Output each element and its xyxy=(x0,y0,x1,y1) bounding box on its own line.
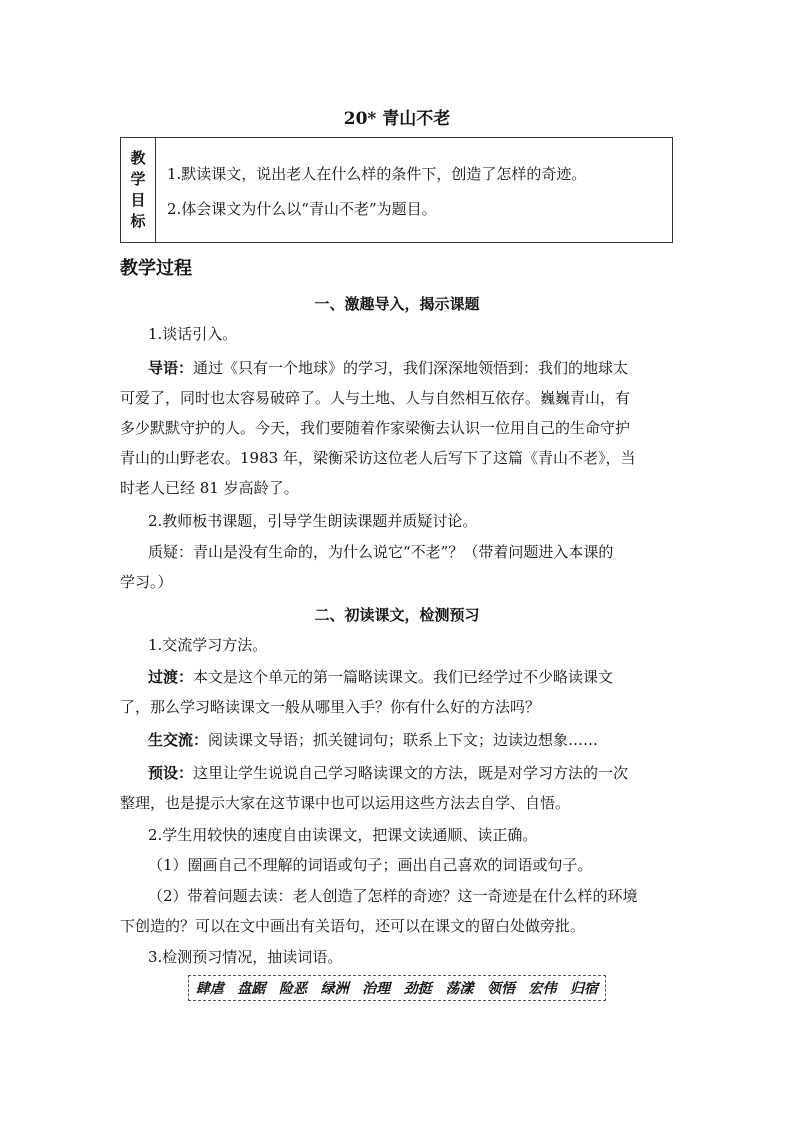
s1-step2: 2.教师板书课题，引导学生朗读课题并质疑讨论。 xyxy=(148,512,478,530)
question-line-1: 质疑：青山是没有生命的，为什么说它“不老”？（带着问题进入本课的 xyxy=(148,543,614,561)
s2-step3: 3.检测预习情况，抽读词语。 xyxy=(148,948,343,966)
sub-item-2-line-1: （2）带着问题去读：老人创造了怎样的奇迹？这一奇迹是在什么样的环境 xyxy=(148,887,638,905)
transition-label: 过渡： xyxy=(148,668,194,686)
transition-line-1 xyxy=(148,666,613,688)
intro-line-1 xyxy=(148,357,628,379)
vocabulary-box xyxy=(188,975,606,1001)
vocab-word: 归宿 xyxy=(570,981,599,997)
label-char: 目 xyxy=(130,191,146,209)
label-char: 标 xyxy=(130,212,146,230)
objective-item-1: 1.默读课文，说出老人在什么样的条件下，创造了怎样的奇迹。 xyxy=(167,165,587,183)
transition-line-2: 了，那么学习略读课文一般从哪里入手？你有什么好的方法吗？ xyxy=(120,698,541,716)
preset-line-1 xyxy=(148,762,628,784)
objectives-table xyxy=(120,137,673,243)
sub-item-1: （1）圈画自己不理解的词语或句子；画出自己喜欢的词语或句子。 xyxy=(148,856,593,874)
preset-text: 这里让学生说说自己学习略读课文的方法，既是对学习方法的一次 xyxy=(193,764,629,782)
intro-line-2: 可爱了，同时也太容易破碎了。人与土地、人与自然相互依存。巍巍青山，有 xyxy=(120,389,631,407)
section1-heading: 一、激趣导入，揭示课题 xyxy=(314,295,480,313)
process-heading: 教学过程 xyxy=(120,258,192,279)
objective-item-2: 2.体会课文为什么以“青山不老”为题目。 xyxy=(167,200,437,218)
intro-line-4: 青山的山野老农。1983 年，梁衡采访这位老人后写下了这篇《青山不老》，当 xyxy=(120,449,636,467)
vocab-word: 领悟 xyxy=(486,981,515,997)
vocab-word: 盘踞 xyxy=(237,981,266,997)
vocab-word: 治理 xyxy=(362,981,391,997)
preset-line-2: 整理，也是提示大家在这节课中也可以运用这些方法去自学、自悟。 xyxy=(120,794,571,812)
vocab-word: 荡漾 xyxy=(445,981,474,997)
vocab-word: 险恶 xyxy=(278,981,307,997)
intro-text: 通过《只有一个地球》的学习，我们深深地领悟到：我们的地球太 xyxy=(193,359,629,377)
vocab-word: 宏伟 xyxy=(528,981,557,997)
exchange-label: 生交流： xyxy=(148,731,209,749)
preset-label: 预设： xyxy=(148,764,194,782)
page-title: 20* 青山不老 xyxy=(343,109,451,129)
label-char: 学 xyxy=(130,170,146,188)
s2-step2: 2.学生用较快的速度自由读课文，把课文读通顺、读正确。 xyxy=(148,826,538,844)
sub-item-2-line-2: 下创造的？可以在文中画出有关语句，还可以在课文的留白处做旁批。 xyxy=(120,917,586,935)
s2-step1: 1.交流学习方法。 xyxy=(148,636,268,654)
intro-line-5: 时老人已经 81 岁高龄了。 xyxy=(120,479,299,497)
transition-text: 本文是这个单元的第一篇略读课文。我们已经学过不少略读课文 xyxy=(193,668,614,686)
section2-heading: 二、初读课文，检测预习 xyxy=(314,606,480,624)
question-line-2: 学习。） xyxy=(120,573,173,591)
intro-line-3: 多少默默守护的人。今天，我们要随着作家梁衡去认识一位用自己的生命守护 xyxy=(120,419,631,437)
vocab-word: 肆虐 xyxy=(195,981,224,997)
vocab-word: 劲挺 xyxy=(403,981,432,997)
exchange-line xyxy=(148,729,598,751)
objectives-label xyxy=(121,138,156,242)
s1-step1: 1.谈话引入。 xyxy=(148,325,238,343)
label-char: 教 xyxy=(130,149,146,167)
exchange-text: 阅读课文导语；抓关键词句；联系上下文；边读边想象…… xyxy=(208,731,599,749)
vocab-word: 绿洲 xyxy=(320,981,349,997)
intro-label: 导语： xyxy=(148,359,194,377)
